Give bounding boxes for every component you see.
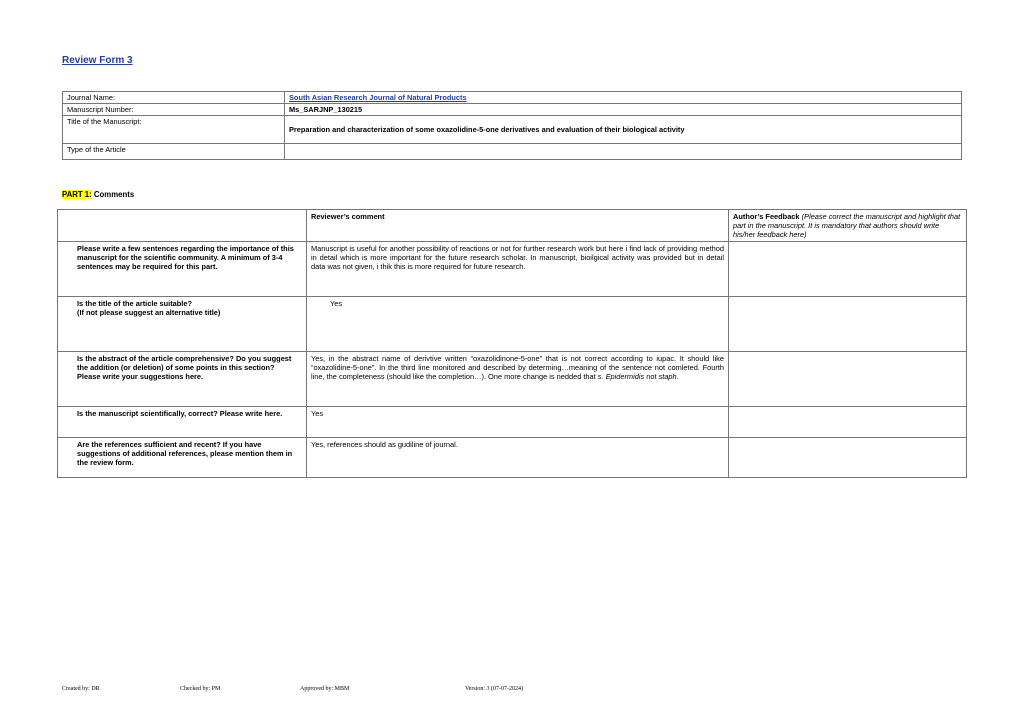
journal-link[interactable]: South Asian Research Journal of Natural Products	[289, 93, 467, 102]
comment-abstract-italic-2: staph	[658, 372, 677, 381]
comment-row-title	[58, 297, 967, 352]
question-importance: Please write a few sentences regarding the importance of this manuscript for the scientific community. A minimum of 3-4 sentences may be required for this part.	[58, 242, 307, 297]
footer-approved-by: Approved by: MBM	[300, 686, 350, 692]
journal-label: Journal Name:	[63, 92, 285, 104]
question-title-text: Is the title of the article suitable? (If not please suggest an alternative title)	[77, 299, 221, 317]
journal-value-cell	[285, 92, 962, 104]
feedback-abstract[interactable]	[729, 352, 967, 407]
comments-table	[57, 209, 967, 478]
author-feedback-header	[729, 210, 967, 242]
comment-title: Yes	[307, 297, 729, 352]
manuscript-info-table	[62, 91, 962, 160]
author-feedback-header-title: Author’s Feedback	[733, 212, 800, 221]
comment-abstract-text-2: not	[644, 372, 659, 381]
comment-abstract-text-3: .	[676, 372, 679, 381]
part1-heading-text: Comments	[91, 190, 135, 199]
comment-row-references	[58, 438, 967, 478]
manuscript-title-value: Preparation and characterization of some oxazolidine-5-one derivatives and evaluation of their biological activity	[285, 116, 962, 144]
footer-version: Version: 3 (07-07-2024)	[465, 686, 523, 692]
reviewer-comment-header: Reviewer’s comment	[307, 210, 729, 242]
footer-created-by: Created by: DR	[62, 686, 100, 692]
question-header-cell	[58, 210, 307, 242]
info-row-title	[63, 116, 962, 144]
question-abstract: Is the abstract of the article comprehensive? Do you suggest the addition (or deletion) of some points in this section? Please write your suggestions here.	[58, 352, 307, 407]
manuscript-number-value: Ms_SARJNP_130215	[285, 104, 962, 116]
feedback-references[interactable]	[729, 438, 967, 478]
question-scientific: Is the manuscript scientifically, correct? Please write here.	[58, 407, 307, 438]
footer-checked-by: Checked by: PM	[180, 686, 221, 692]
comment-row-scientific	[58, 407, 967, 438]
feedback-title[interactable]	[729, 297, 967, 352]
feedback-importance[interactable]	[729, 242, 967, 297]
feedback-scientific[interactable]	[729, 407, 967, 438]
comment-abstract-text-1: Yes, in the abstract name of derivtive written “oxazolidinone-5-one” that is not correct according to iupac. It should like “oxazolidine-5-one”. In the third line monitored and described by determing…meaning of the sentence not comleted. Fourth line, the completeness (should like the completion…). One more change is nedded that	[311, 354, 724, 381]
question-references: Are the references sufficient and recent? If you have suggestions of additional references, please mention them in the review form.	[58, 438, 307, 478]
comments-header-row	[58, 210, 967, 242]
manuscript-number-label: Manuscript Number:	[63, 104, 285, 116]
comment-scientific: Yes	[307, 407, 729, 438]
form-title: Review Form 3	[62, 55, 133, 66]
comment-references: Yes, references should as gudiline of journal.	[307, 438, 729, 478]
part1-heading	[62, 190, 134, 199]
comment-abstract-italic-1: s. Epidermidis	[597, 372, 645, 381]
info-row-type	[63, 144, 962, 160]
author-feedback-header-note: (Please correct the manuscript and highlight that part in the manuscript. It is mandatory that authors should write his/her feedback here)	[733, 212, 961, 239]
comment-row-importance	[58, 242, 967, 297]
comment-importance: Manuscript is useful for another possibility of reactions or not for further research work but here i find lack of providing method in detail which is more important for the future research scholar. In manuscript, bioilgical activity was provided but in detail data was not given, i thik this is more required for future research.	[307, 242, 729, 297]
info-row-journal	[63, 92, 962, 104]
part1-mark: PART 1:	[62, 190, 92, 199]
comment-row-abstract	[58, 352, 967, 407]
article-type-label: Type of the Article	[63, 144, 285, 160]
comment-abstract	[307, 352, 729, 407]
info-row-manuscript-number	[63, 104, 962, 116]
question-title	[58, 297, 307, 352]
article-type-value[interactable]	[285, 144, 962, 160]
manuscript-title-label: Title of the Manuscript:	[63, 116, 285, 144]
